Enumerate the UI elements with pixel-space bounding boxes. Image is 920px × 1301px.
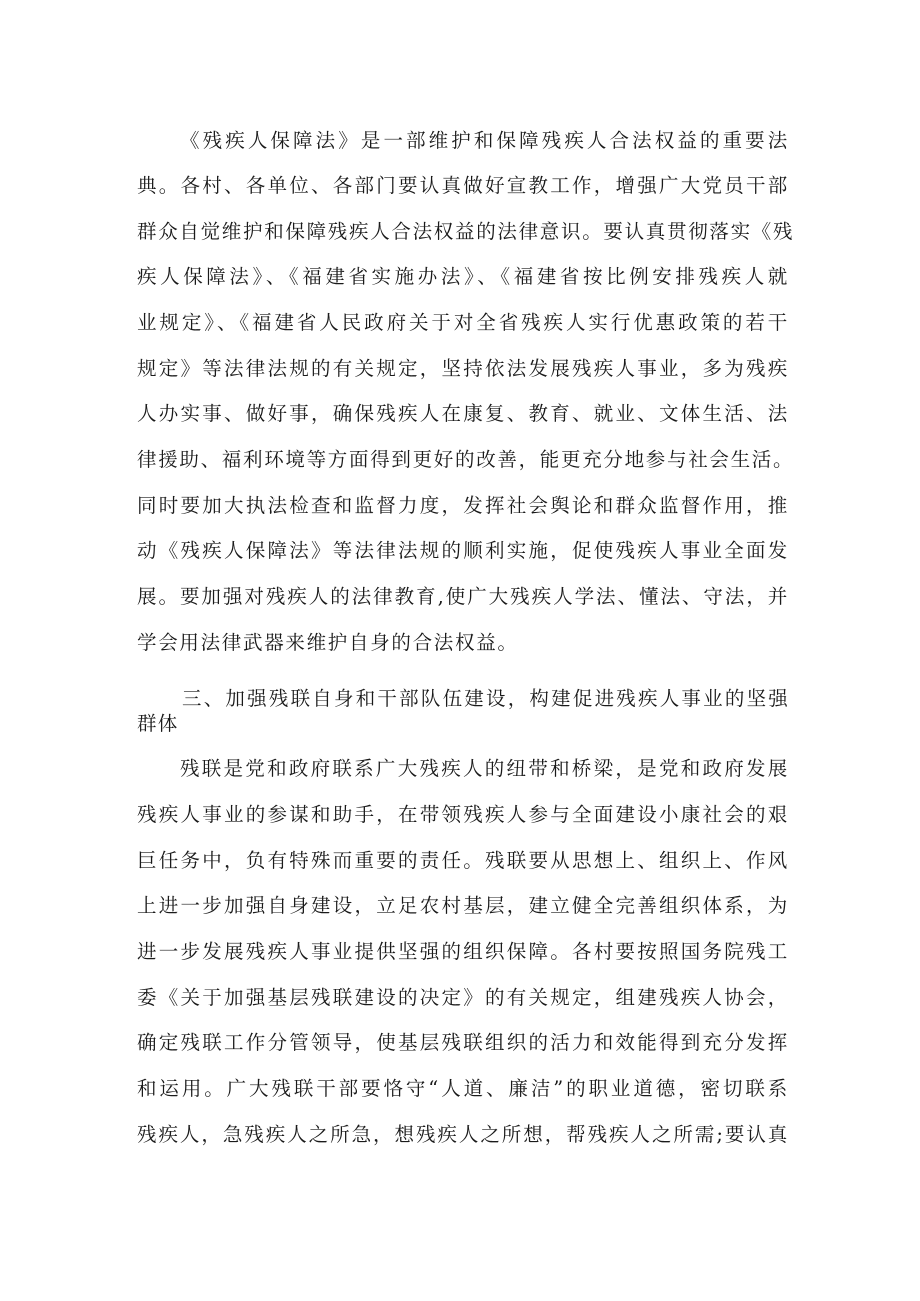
paragraph-2-line-9: 残疾人，急残疾人之所急，想残疾人之所想，帮残疾人之所需;要认真 (137, 1123, 789, 1146)
section-heading-line-2: 群体 (137, 712, 179, 735)
paragraph-1-line-10: 动《残疾人保障法》等法律法规的顺利实施，促使残疾人事业全面发 (137, 539, 789, 562)
paragraph-1-line-3: 群众自觉维护和保障残疾人合法权益的法律意识。要认真贯彻落实《残 (137, 220, 795, 243)
paragraph-1-line-9: 同时要加大执法检查和监督力度，发挥社会舆论和群众监督作用，推 (137, 494, 789, 517)
paragraph-2-line-3: 巨任务中，负有特殊而重要的责任。残联要从思想上、组织上、作风 (137, 849, 789, 872)
paragraph-1-line-4: 疾人保障法》、《福建省实施办法》、《福建省按比例安排残疾人就 (137, 265, 789, 288)
paragraph-1-line-1: 《残疾人保障法》是一部维护和保障残疾人合法权益的重要法 (180, 129, 789, 152)
paragraph-1-line-8: 律援助、福利环境等方面得到更好的改善，能更充分地参与社会生活。 (137, 448, 795, 471)
paragraph-2-line-2: 残疾人事业的参谋和助手，在带领残疾人参与全面建设小康社会的艰 (137, 803, 789, 826)
paragraph-1-line-6: 规定》等法律法规的有关规定，坚持依法发展残疾人事业，多为残疾 (137, 357, 789, 380)
section-heading-line-1: 三、加强残联自身和干部队伍建设，构建促进残疾人事业的坚强 (182, 687, 789, 710)
paragraph-2-line-6: 委《关于加强基层残联建设的决定》的有关规定，组建残疾人协会， (137, 986, 789, 1009)
paragraph-2-line-1: 残联是党和政府联系广大残疾人的纽带和桥梁，是党和政府发展 (180, 757, 789, 780)
paragraph-1-line-7: 人办实事、做好事，确保残疾人在康复、教育、就业、文体生活、法 (137, 402, 789, 425)
paragraph-2-line-4: 上进一步加强自身建设，立足农村基层，建立健全完善组织体系，为 (137, 894, 789, 917)
paragraph-1-line-11: 展。要加强对残疾人的法律教育,使广大残疾人学法、懂法、守法，并 (137, 585, 789, 608)
paragraph-1-line-5: 业规定》、《福建省人民政府关于对全省残疾人实行优惠政策的若干 (137, 311, 789, 334)
paragraph-2-line-5: 进一步发展残疾人事业提供坚强的组织保障。各村要按照国务院残工 (137, 940, 789, 963)
paragraph-2-line-7: 确定残联工作分管领导，使基层残联组织的活力和效能得到充分发挥 (137, 1031, 789, 1054)
paragraph-1-line-12: 学会用法律武器来维护自身的合法权益。 (137, 631, 519, 654)
paragraph-2-line-8: 和运用。广大残联干部要恪守“人道、廉洁”的职业道德，密切联系 (137, 1077, 789, 1100)
paragraph-1-line-2: 典。各村、各单位、各部门要认真做好宣教工作，增强广大党员干部 (137, 174, 789, 197)
